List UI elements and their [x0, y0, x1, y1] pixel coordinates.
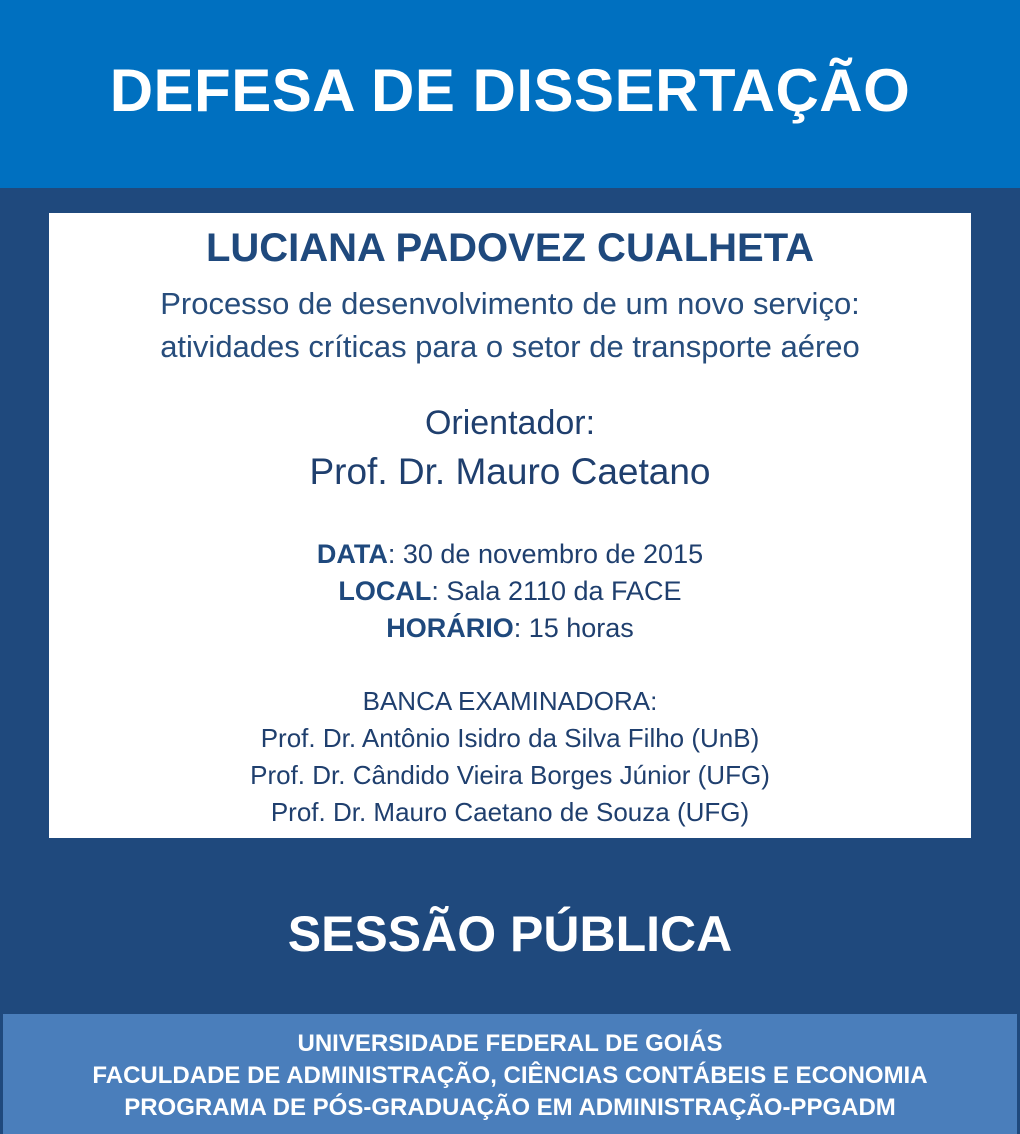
session-label: SESSÃO PÚBLICA: [287, 906, 733, 962]
location-value: : Sala 2110 da FACE: [431, 576, 682, 606]
footer-band: [3, 1014, 1017, 1134]
date-label: DATA: [316, 539, 388, 569]
footer-program: PROGRAMA DE PÓS-GRADUAÇÃO EM ADMINISTRAÇÃO-PPGADM: [124, 1094, 896, 1121]
thesis-title-line-1: Processo de desenvolvimento de um novo serviço:: [160, 286, 860, 321]
time-line: [49, 610, 971, 647]
time-label: HORÁRIO: [386, 613, 514, 643]
candidate-name: LUCIANA PADOVEZ CUALHETA: [205, 226, 815, 270]
committee-title: BANCA EXAMINADORA:: [362, 686, 658, 716]
committee-member: Prof. Dr. Antônio Isidro da Silva Filho (UnB): [260, 723, 760, 753]
date-line: [49, 536, 971, 573]
committee-member: Prof. Dr. Mauro Caetano de Souza (UFG): [270, 797, 750, 827]
header-band: [0, 0, 1020, 188]
date-value: : 30 de novembro de 2015: [387, 539, 704, 569]
thesis-title-line-2: atividades críticas para o setor de transporte aéreo: [160, 329, 860, 364]
info-card: [49, 213, 971, 838]
footer-university: UNIVERSIDADE FEDERAL DE GOIÁS: [297, 1030, 723, 1057]
advisor-label: Orientador:: [424, 404, 596, 442]
advisor-name: Prof. Dr. Mauro Caetano: [309, 451, 711, 492]
time-value: : 15 horas: [513, 613, 634, 643]
committee-member: Prof. Dr. Cândido Vieira Borges Júnior (UFG): [250, 760, 770, 790]
committee: [49, 683, 971, 831]
location-line: [49, 573, 971, 610]
footer-faculty: FACULDADE DE ADMINISTRAÇÃO, CIÊNCIAS CONTÁBEIS E ECONOMIA: [92, 1062, 928, 1089]
page-title: DEFESA DE DISSERTAÇÃO: [109, 56, 911, 124]
defense-details: [49, 536, 971, 647]
thesis-title: [79, 282, 941, 368]
location-label: LOCAL: [338, 576, 432, 606]
